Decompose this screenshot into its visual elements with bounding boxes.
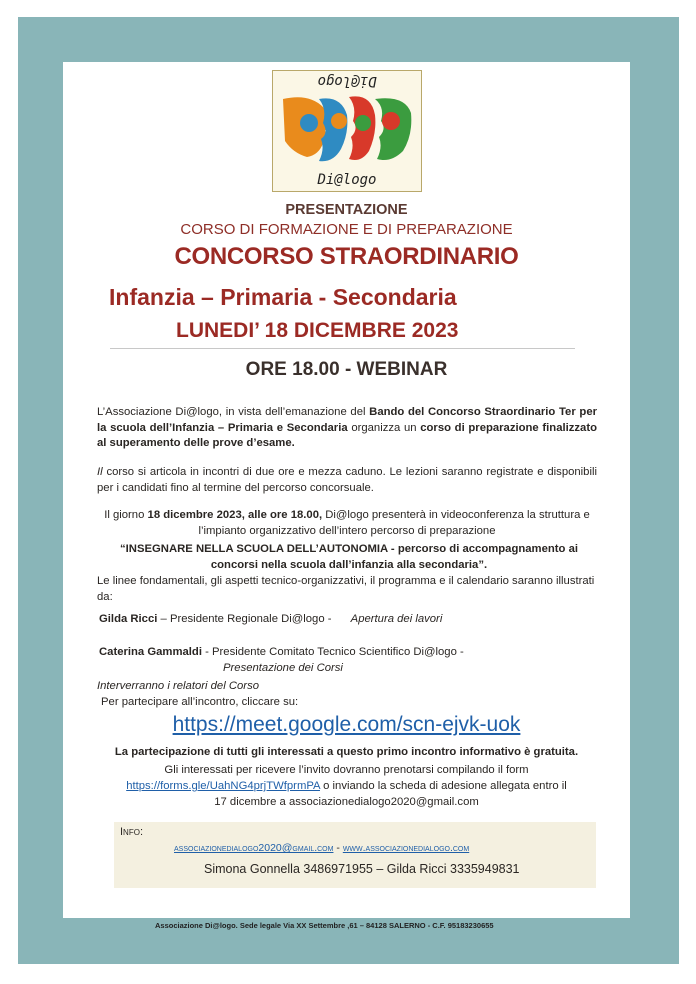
website-link[interactable]: www.associazionedialogo.com	[342, 842, 470, 854]
logo-top-text: Di@logo	[317, 73, 377, 89]
speaker2-task-row	[223, 662, 343, 674]
date-text-a: Il giorno	[104, 509, 148, 521]
invitation-line-2-text: o inviando la scheda di adesione allegata entro il	[319, 780, 567, 792]
dialogo-logo	[272, 70, 422, 192]
relatori-line	[97, 680, 259, 692]
date-paragraph	[95, 508, 599, 539]
invitation-line-2	[63, 778, 630, 794]
date-heading: LUNEDI’ 18 DICEMBRE 2023	[176, 319, 459, 342]
info-phones: Simona Gonnella 3486971955 – Gilda Ricci 3335949831	[204, 862, 520, 876]
corso-heading: CORSO DI FORMAZIONE E DI PREPARAZIONE	[180, 221, 513, 238]
faces-logo-icon	[279, 93, 415, 167]
concorso-heading: CONCORSO STRAORDINARIO	[174, 243, 519, 270]
presentazione-heading: PRESENTAZIONE	[285, 202, 408, 218]
invitation-line-1: Gli interessati per ricevere l’invito dovranno prenotarsi compilando il form	[164, 764, 529, 776]
speaker1-role: – Presidente Regionale Di@logo -	[157, 613, 332, 625]
ordini-heading: Infanzia – Primaria - Secondaria	[109, 284, 457, 310]
intro-text-bold-2: corso di preparazione finalizzato al superamento delle prove d’esame.	[97, 421, 597, 449]
speaker2-name: Caterina Gammaldi	[99, 646, 202, 658]
course-text-italic: Il	[97, 466, 103, 478]
free-participation-note: La partecipazione di tutti gli interessati a questo primo incontro informativo è gratuita.	[114, 746, 579, 758]
info-label: Info:	[120, 826, 143, 838]
speaker2-role: - Presidente Comitato Tecnico Scientifico Di@logo -	[201, 646, 464, 658]
logo-bottom-text: Di@logo	[317, 172, 377, 188]
meet-link[interactable]: https://meet.google.com/scn-ejvk-uok	[172, 713, 521, 736]
course-text: corso si articola in incontri di due ore e mezza caduno. Le lezioni saranno registrate e disponibili per i candidati fino al termine del percorso concorsuale.	[97, 466, 597, 494]
form-link[interactable]: https://forms.gle/UahNG4prjTWfprmPA	[126, 780, 320, 792]
date-text-bold: 18 dicembre 2023, alle ore 18.00,	[147, 509, 323, 521]
invitation-line-3: 17 dicembre a associazionedialogo2020@gmail.com	[214, 796, 479, 808]
intro-text-c: organizza un	[347, 421, 421, 434]
document-page	[63, 62, 630, 918]
program-title: “INSEGNARE NELLA SCUOLA DELL’AUTONOMIA - percorso di accompagnamento ai concorsi nella scuola dall’infanzia alla secondaria”.	[120, 543, 578, 571]
divider	[110, 348, 575, 349]
intro-text-bold: Bando del Concorso Straordinario Ter per la scuola dell’Infanzia – Primaria e Secondaria	[97, 406, 597, 434]
email-link[interactable]: associazionedialogo2020@gmail.com	[174, 842, 334, 854]
speakers-intro: Le linee fondamentali, gli aspetti tecnico-organizzativi, il programma e il calendario saranno illustrati da:	[97, 575, 595, 603]
info-separator: -	[333, 842, 343, 854]
intro-paragraph	[97, 405, 597, 452]
speaker-row-2	[99, 646, 464, 658]
relatori-text: Interverranno i relatori del Corso	[97, 680, 259, 692]
partecipare-line: Per partecipare all’incontro, cliccare su:	[101, 696, 299, 708]
intro-text-a: L’Associazione Di@logo, in vista dell’emanazione del	[97, 406, 370, 418]
speaker1-name: Gilda Ricci	[99, 613, 158, 625]
speaker2-task: Presentazione dei Corsi	[223, 662, 343, 674]
date-text-c: Di@logo presenterà in videoconferenza la struttura e l’impianto organizzativo dell’intero percorso di preparazione	[198, 509, 590, 537]
footer-text: Associazione Di@logo. Sede legale Via XX Settembre ,61 – 84128 SALERNO - C.F. 95183230655	[155, 921, 494, 930]
info-box	[114, 822, 596, 888]
speaker1-task: Apertura dei lavori	[350, 613, 443, 625]
info-contacts	[174, 842, 469, 854]
invitation-text	[63, 762, 630, 810]
speaker-row-1	[99, 613, 442, 625]
course-paragraph	[97, 465, 597, 496]
time-heading: ORE 18.00 - WEBINAR	[245, 359, 448, 380]
